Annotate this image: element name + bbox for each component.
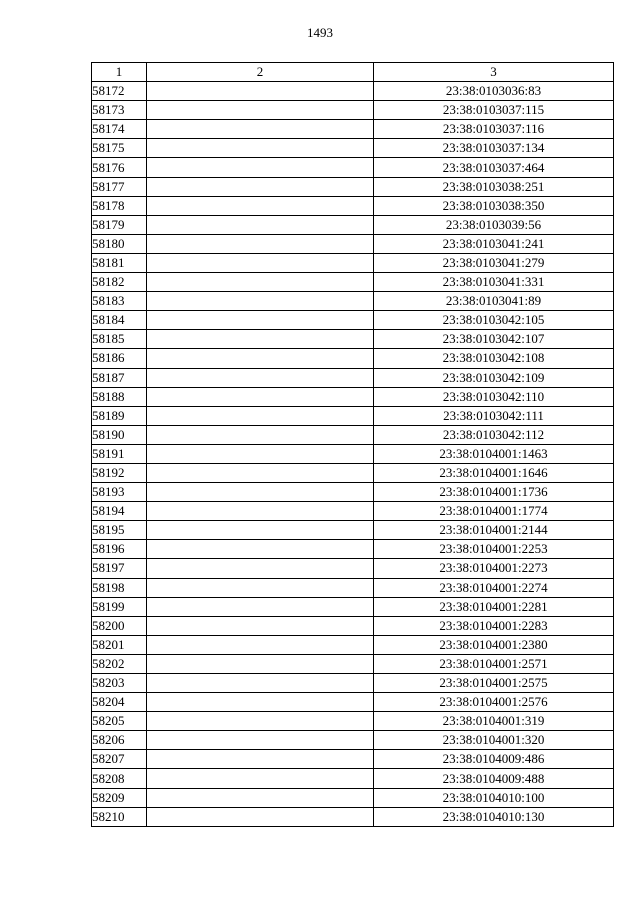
- cadastral-number-cell: 23:38:0104001:1646: [374, 463, 614, 482]
- empty-cell: [147, 234, 374, 253]
- table-row: [92, 158, 614, 177]
- empty-cell: [147, 101, 374, 120]
- cadastral-number-cell: 23:38:0104001:2274: [374, 578, 614, 597]
- row-number-cell: 58178: [92, 196, 147, 215]
- table-row: [92, 444, 614, 463]
- table-row: [92, 425, 614, 444]
- table-row: [92, 196, 614, 215]
- empty-cell: [147, 292, 374, 311]
- table-row: [92, 483, 614, 502]
- row-number-cell: 58174: [92, 120, 147, 139]
- row-number-cell: 58200: [92, 616, 147, 635]
- table-row: [92, 292, 614, 311]
- table-row: [92, 368, 614, 387]
- cadastral-number-cell: 23:38:0103039:56: [374, 215, 614, 234]
- table-row: [92, 578, 614, 597]
- row-number-cell: 58192: [92, 463, 147, 482]
- cadastral-number-cell: 23:38:0104001:2571: [374, 654, 614, 673]
- table-row: [92, 616, 614, 635]
- empty-cell: [147, 463, 374, 482]
- cadastral-number-cell: 23:38:0104001:319: [374, 712, 614, 731]
- empty-cell: [147, 330, 374, 349]
- empty-cell: [147, 444, 374, 463]
- empty-cell: [147, 406, 374, 425]
- row-number-cell: 58183: [92, 292, 147, 311]
- table-header-row: [92, 63, 614, 82]
- empty-cell: [147, 540, 374, 559]
- row-number-cell: 58194: [92, 502, 147, 521]
- cadastral-number-cell: 23:38:0103037:116: [374, 120, 614, 139]
- row-number-cell: 58179: [92, 215, 147, 234]
- empty-cell: [147, 616, 374, 635]
- row-number-cell: 58208: [92, 769, 147, 788]
- cadastral-number-cell: 23:38:0104001:1463: [374, 444, 614, 463]
- table-row: [92, 273, 614, 292]
- cadastral-number-cell: 23:38:0103037:115: [374, 101, 614, 120]
- cadastral-number-cell: 23:38:0103038:350: [374, 196, 614, 215]
- cadastral-number-cell: 23:38:0104009:486: [374, 750, 614, 769]
- cadastral-number-cell: 23:38:0103042:107: [374, 330, 614, 349]
- table-row: [92, 311, 614, 330]
- row-number-cell: 58173: [92, 101, 147, 120]
- row-number-cell: 58204: [92, 693, 147, 712]
- empty-cell: [147, 82, 374, 101]
- row-number-cell: 58193: [92, 483, 147, 502]
- empty-cell: [147, 502, 374, 521]
- table-row: [92, 769, 614, 788]
- empty-cell: [147, 712, 374, 731]
- empty-cell: [147, 750, 374, 769]
- cadastral-number-cell: 23:38:0104001:2144: [374, 521, 614, 540]
- empty-cell: [147, 158, 374, 177]
- column-header-2: 2: [147, 63, 374, 82]
- row-number-cell: 58175: [92, 139, 147, 158]
- empty-cell: [147, 368, 374, 387]
- cadastral-number-cell: 23:38:0104010:100: [374, 788, 614, 807]
- empty-cell: [147, 139, 374, 158]
- cadastral-number-cell: 23:38:0104001:2273: [374, 559, 614, 578]
- empty-cell: [147, 693, 374, 712]
- table-row: [92, 807, 614, 826]
- table-row: [92, 540, 614, 559]
- empty-cell: [147, 196, 374, 215]
- row-number-cell: 58180: [92, 234, 147, 253]
- table-row: [92, 215, 614, 234]
- table-row: [92, 521, 614, 540]
- table-row: [92, 387, 614, 406]
- column-header-1: 1: [92, 63, 147, 82]
- cadastral-number-cell: 23:38:0104001:2283: [374, 616, 614, 635]
- table-row: [92, 788, 614, 807]
- column-header-3: 3: [374, 63, 614, 82]
- row-number-cell: 58176: [92, 158, 147, 177]
- empty-cell: [147, 120, 374, 139]
- row-number-cell: 58181: [92, 253, 147, 272]
- cadastral-number-cell: 23:38:0103041:331: [374, 273, 614, 292]
- empty-cell: [147, 597, 374, 616]
- table-row: [92, 406, 614, 425]
- cadastral-number-cell: 23:38:0103042:108: [374, 349, 614, 368]
- table-row: [92, 502, 614, 521]
- table-row: [92, 750, 614, 769]
- table-row: [92, 731, 614, 750]
- cadastral-number-cell: 23:38:0103042:109: [374, 368, 614, 387]
- row-number-cell: 58191: [92, 444, 147, 463]
- table-row: [92, 177, 614, 196]
- cadastral-number-cell: 23:38:0103042:112: [374, 425, 614, 444]
- row-number-cell: 58197: [92, 559, 147, 578]
- table-row: [92, 234, 614, 253]
- row-number-cell: 58207: [92, 750, 147, 769]
- empty-cell: [147, 635, 374, 654]
- cadastral-number-cell: 23:38:0104010:130: [374, 807, 614, 826]
- empty-cell: [147, 731, 374, 750]
- table-row: [92, 253, 614, 272]
- empty-cell: [147, 674, 374, 693]
- cadastral-number-cell: 23:38:0104001:1774: [374, 502, 614, 521]
- cadastral-number-cell: 23:38:0103041:89: [374, 292, 614, 311]
- empty-cell: [147, 273, 374, 292]
- row-number-cell: 58177: [92, 177, 147, 196]
- table-body: [92, 82, 614, 827]
- table-row: [92, 693, 614, 712]
- row-number-cell: 58172: [92, 82, 147, 101]
- cadastral-number-cell: 23:38:0103042:111: [374, 406, 614, 425]
- row-number-cell: 58202: [92, 654, 147, 673]
- cadastral-number-cell: 23:38:0103037:134: [374, 139, 614, 158]
- row-number-cell: 58198: [92, 578, 147, 597]
- cadastral-number-cell: 23:38:0104001:2281: [374, 597, 614, 616]
- table-row: [92, 712, 614, 731]
- table-row: [92, 139, 614, 158]
- row-number-cell: 58186: [92, 349, 147, 368]
- cadastral-number-cell: 23:38:0104001:320: [374, 731, 614, 750]
- empty-cell: [147, 521, 374, 540]
- cadastral-number-cell: 23:38:0104001:2575: [374, 674, 614, 693]
- table-row: [92, 635, 614, 654]
- row-number-cell: 58195: [92, 521, 147, 540]
- empty-cell: [147, 769, 374, 788]
- table-row: [92, 597, 614, 616]
- row-number-cell: 58201: [92, 635, 147, 654]
- table-row: [92, 674, 614, 693]
- table-row: [92, 82, 614, 101]
- page-number: 1493: [307, 25, 333, 40]
- cadastral-number-cell: 23:38:0104001:2576: [374, 693, 614, 712]
- empty-cell: [147, 578, 374, 597]
- empty-cell: [147, 387, 374, 406]
- row-number-cell: 58182: [92, 273, 147, 292]
- cadastral-number-cell: 23:38:0104001:2380: [374, 635, 614, 654]
- row-number-cell: 58185: [92, 330, 147, 349]
- table-row: [92, 349, 614, 368]
- table-row: [92, 654, 614, 673]
- cadastral-number-cell: 23:38:0103036:83: [374, 82, 614, 101]
- row-number-cell: 58189: [92, 406, 147, 425]
- empty-cell: [147, 253, 374, 272]
- empty-cell: [147, 177, 374, 196]
- empty-cell: [147, 349, 374, 368]
- table-row: [92, 559, 614, 578]
- cadastral-number-cell: 23:38:0104001:2253: [374, 540, 614, 559]
- row-number-cell: 58210: [92, 807, 147, 826]
- table-row: [92, 463, 614, 482]
- table-row: [92, 120, 614, 139]
- row-number-cell: 58206: [92, 731, 147, 750]
- row-number-cell: 58196: [92, 540, 147, 559]
- cadastral-number-cell: 23:38:0104001:1736: [374, 483, 614, 502]
- empty-cell: [147, 425, 374, 444]
- empty-cell: [147, 654, 374, 673]
- row-number-cell: 58209: [92, 788, 147, 807]
- row-number-cell: 58203: [92, 674, 147, 693]
- row-number-cell: 58187: [92, 368, 147, 387]
- cadastral-number-cell: 23:38:0103038:251: [374, 177, 614, 196]
- cadastral-number-cell: 23:38:0103041:279: [374, 253, 614, 272]
- row-number-cell: 58199: [92, 597, 147, 616]
- row-number-cell: 58184: [92, 311, 147, 330]
- row-number-cell: 58190: [92, 425, 147, 444]
- cadastral-number-cell: 23:38:0103037:464: [374, 158, 614, 177]
- row-number-cell: 58188: [92, 387, 147, 406]
- cadastral-number-cell: 23:38:0103041:241: [374, 234, 614, 253]
- empty-cell: [147, 215, 374, 234]
- cadastral-number-cell: 23:38:0103042:105: [374, 311, 614, 330]
- cadastral-number-cell: 23:38:0103042:110: [374, 387, 614, 406]
- empty-cell: [147, 483, 374, 502]
- cadastral-number-cell: 23:38:0104009:488: [374, 769, 614, 788]
- table-row: [92, 330, 614, 349]
- empty-cell: [147, 311, 374, 330]
- empty-cell: [147, 559, 374, 578]
- empty-cell: [147, 807, 374, 826]
- table-row: [92, 101, 614, 120]
- empty-cell: [147, 788, 374, 807]
- data-table: [91, 62, 614, 827]
- row-number-cell: 58205: [92, 712, 147, 731]
